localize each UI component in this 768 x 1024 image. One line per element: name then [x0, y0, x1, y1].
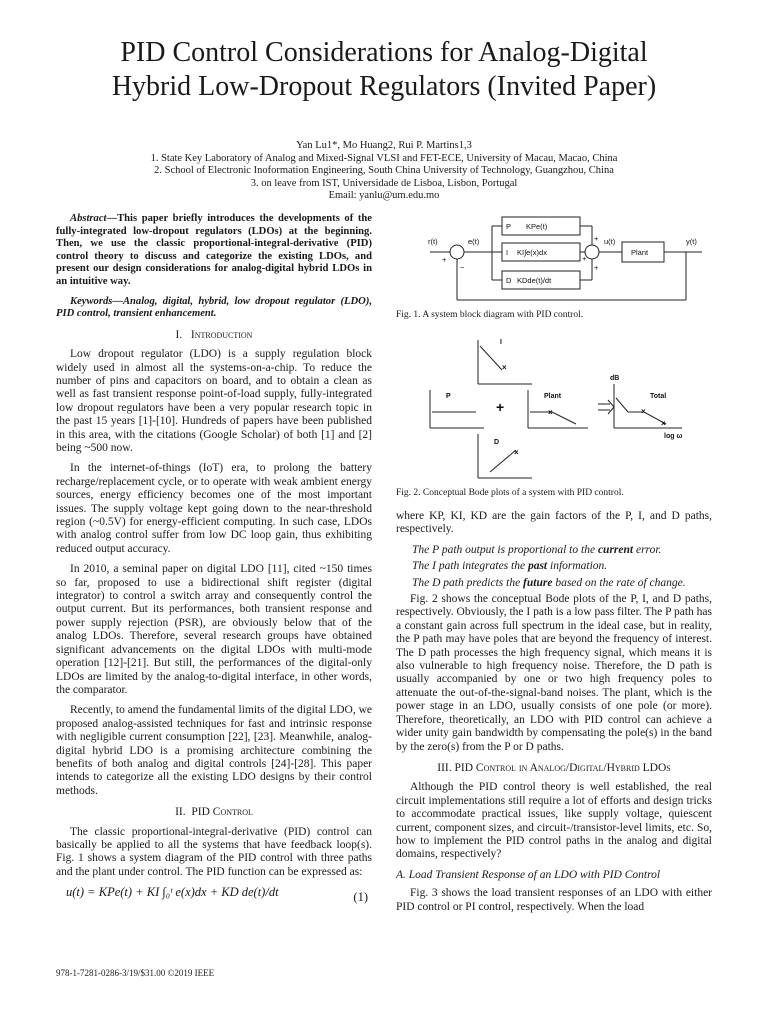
fig2-label-plant: Plant [544, 393, 562, 400]
title-line-2: Hybrid Low-Dropout Regulators (Invited Paper) [111, 71, 657, 102]
paragraph: Recently, to amend the fundamental limits of the digital LDO, we proposed analog-assisted techniques for fast and intrinsic response with negligible current consumption [22], [23]. Meanwhile, analog-digital hybrid LDO is a promising architecture combining the benefits of both analog and digital controls [24]-[28]. This paper intends to categorize all the existing LDO designs by their control methods. [56, 704, 373, 797]
keywords-text: —Analog, digital, hybrid, low dropout regulator (LDO), PID control, transient enhancement. [56, 295, 372, 320]
affiliation-1: 1. State Key Laboratory of Analog and Mixed-Signal VLSI and FET-ECE, University of Macau, Macao, China [150, 152, 618, 164]
fig1-sign: + [582, 254, 587, 263]
paragraph: The classic proportional-integral-derivative (PID) control can basically be applied to all the systems that have feedback loop(s). Fig. 1 shows a system diagram of the PID control with three paths and the plant under control. The PID function can be expressed as: [56, 825, 372, 878]
fig1-label-y: y(t) [686, 237, 697, 246]
paragraph: Low dropout regulator (LDO) is a supply regulation block widely used in almost all the systems-on-a-chip. To reduce the number of pins and capacitors on board, and to obtain a clean as well as fast transient response point-of-load supply, fully-integrated low dropout regulators have been a very popular research topic in the past 15 years [1]-[10]. Hundreds of papers have been published in this area, with the citations (Google Scholar) of both [1] and [2] being ~500 now. [56, 348, 372, 454]
fig2-label-d: D [494, 439, 500, 446]
fig2-caption: Fig. 2. Conceptual Bode plots of a system with PID control. [396, 488, 624, 498]
affiliation-3: 3. on leave from IST, Universidade de Lisboa, Lisbon, Portugal [250, 177, 518, 189]
fig2-label-db: dB [610, 375, 620, 382]
section-heading-2: II. PID Control [175, 806, 253, 819]
fig1-sign: − [460, 263, 465, 272]
fig1-label-i: I [506, 248, 509, 257]
section-heading-1: I. Introduction [175, 328, 253, 341]
affiliation-2: 2. School of Electronic Inoformation Engineering, South China University of Technology, Guangzhou, China [154, 165, 614, 177]
fig1-label-plant: Plant [631, 248, 649, 257]
abstract [56, 213, 372, 289]
fig1-label-d: D [506, 276, 512, 285]
fig2-bode-plots [420, 332, 712, 482]
right-column [396, 510, 712, 921]
equation-1 [56, 886, 372, 912]
author-block [60, 140, 708, 203]
email: Email: yanlu@um.edu.mo [328, 190, 440, 202]
fig1-label-p: P [506, 222, 512, 231]
fig2-label-logw: log ω [664, 433, 683, 440]
fig1-sign: + [594, 234, 599, 243]
fig2-pole: × [641, 407, 646, 416]
fig1-label-ki: KI∫e(x)dx [517, 248, 547, 257]
fig2-pole: × [548, 408, 553, 417]
keywords-label: Keywords [70, 295, 113, 307]
fig2-label-i: I [500, 339, 502, 346]
fig1-label-kp: KPe(t) [526, 222, 548, 231]
author-names: Yan Lu1*, Mo Huang2, Rui P. Martins1,3 [296, 140, 472, 151]
fig2-plus: + [496, 399, 505, 415]
fig2-pole: × [661, 419, 666, 428]
abstract-label: Abstract [70, 213, 107, 224]
fig2-pole: × [514, 448, 519, 457]
fig2-pole: × [502, 363, 507, 372]
fig2-label-total: Total [650, 393, 667, 400]
fig1-sign: + [594, 263, 599, 272]
abstract-text: —This paper briefly introduces the developments of the fully-integrated low-dropout regulators (LDOs) at the beginning. Then, we use the classic proportional-integral-derivative (PID) control theory to discuss and categorize the existing LDOs, and present our design considerations for analog-digital hybrid LDOs in an intuitive way. [56, 213, 372, 287]
fig1-label-r: r(t) [428, 237, 438, 246]
fig1-caption: Fig. 1. A system block diagram with PID control. [396, 310, 584, 320]
paragraph: In 2010, a seminal paper on digital LDO [11], cited ~150 times so far, proposed to use a bidirectional shift register (digital integrator) to control a switch array and consequently control the output current. But its performances, both transient response and power supply rejection (PSR), are obviously below that of the analog LDOs. Therefore, several research groups have obtained significant advancements on the digital LDOs with multi-mode operation [12]-[21]. But still, the performances of the digital-only LDOs are limited by the analog-to-digital interface, in other words, the comparator. [56, 563, 372, 696]
quote-d-path: The D path predicts the future based on the rate of change. [412, 576, 686, 589]
quote-i-path: The I path integrates the past information. [412, 560, 608, 573]
footer-copyright: 978-1-7281-0286-3/19/$31.00 ©2019 IEEE [56, 968, 215, 978]
left-column [56, 213, 372, 914]
paragraph: where KP, KI, KD are the gain factors of the P, I, and D paths, respectively. [396, 510, 712, 536]
paragraph: Fig. 3 shows the load transient responses of an LDO with either PID control or PI control, respectively. When the load [396, 887, 712, 913]
fig1-label-e: e(t) [468, 237, 480, 246]
section-heading-3: III. PID Control in Analog/Digital/Hybrid LDOs [437, 761, 671, 774]
keywords [56, 296, 372, 321]
fig1-block-diagram [420, 212, 712, 308]
equation-number: (1) [353, 890, 368, 905]
subsection-heading-a: A. Load Transient Response of an LDO with PID Control [396, 868, 661, 881]
paragraph: Although the PID control theory is well established, the real circuit implementations still require a lot of efforts and design tricks to accommodate practical issues, like supply voltage, quiescent current, component sizes, and circuit-/transistor-level limits, etc. So, how to implement the PID control paths in the analog and digital domains, respectively? [396, 781, 712, 861]
quote-p-path: The P path output is proportional to the current error. [412, 543, 662, 556]
fig1-label-u: u(t) [604, 237, 616, 246]
title-line-1: PID Control Considerations for Analog-Digital [120, 37, 648, 68]
fig1-sign: + [442, 255, 447, 264]
fig1-label-kd: KDde(t)/dt [517, 276, 552, 285]
paragraph: In the internet-of-things (IoT) era, to prolong the battery recharge/replacement cycle, or to operate with weak ambient energy sources, energy efficiency becomes one of the most important issues. The supply voltage kept going down to the near-threshold region (~0.5V) for energy-efficient computing. In such case, LDOs with analog control suffer from low DC loop gain, thus exhibiting reduced output accuracy. [56, 462, 372, 555]
fig2-label-p: P [446, 393, 451, 400]
paper-title [40, 36, 728, 104]
equation-body: u(t) = KPe(t) + KI ∫₀ᵗ e(x)dx + KD de(t)/dt [66, 885, 279, 900]
paragraph: Fig. 2 shows the conceptual Bode plots of the P, I, and D paths, respectively. Obviously, the I path is a low pass filter. The P path has a constant gain across full spectrum in the ideal case, but in reality, the P path may have poles that are beyond the frequency of interest. The D path processes the high frequency signal, which means it is also vulnerable to high frequency noise. Therefore, the D path is usually accompanied by one or two high frequency poles to attenuate the out-of-the-signal-band noises. The plant, which is the power stage in an LDO, usually consists of one pole (or more). Therefore, theoretically, an LDO with PID control can achieve a wider unity gain bandwidth by compensating the pole(s) in the band by the zero(s) from the P or D paths. [396, 593, 712, 753]
